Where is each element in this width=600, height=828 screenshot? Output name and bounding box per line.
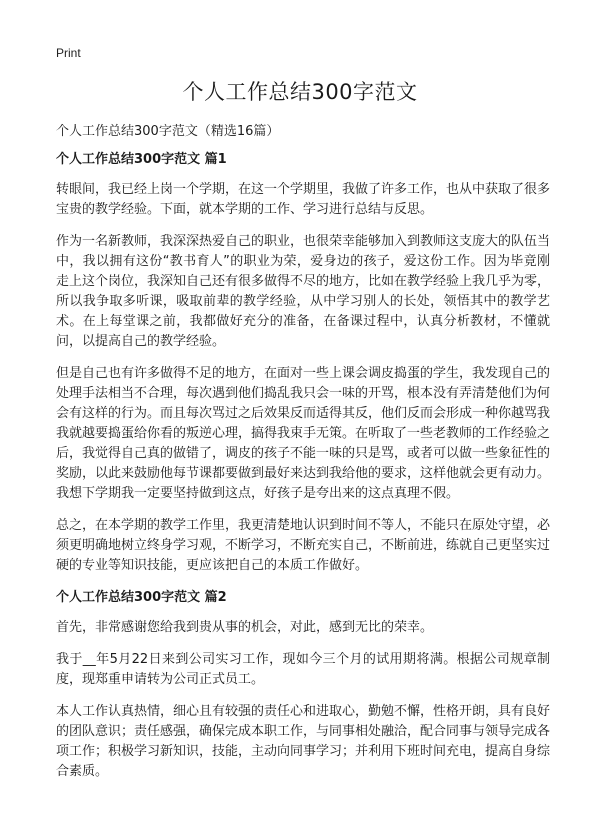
paragraph: 转眼间，我已经上岗一个学期，在这一个学期里，我做了许多工作，也从中获取了很多宝贵的教学经验。下面，就本学期的工作、学习进行总结与反思。 [56, 182, 551, 217]
article-body [56, 150, 550, 794]
paragraph: 我于__年5月22日来到公司实习工作，现如今三个月的试用期将满。根据公司规章制度，现郑重申请转为公司正式员工。 [56, 652, 550, 687]
section-heading: 个人工作总结300字范文 篇2 [56, 590, 227, 605]
page-title: 个人工作总结300字范文 [182, 80, 418, 104]
paragraph: 首先，非常感谢您给我到贵从事的机会，对此，感到无比的荣幸。 [56, 620, 434, 635]
page-subtitle: 个人工作总结300字范文（精选16篇） [56, 124, 280, 139]
paragraph: 总之，在本学期的教学工作里，我更清楚地认识到时间不等人，不能只在原处守望，必须更明确地树立终身学习观，不断学习，不断充实自己，不断前进，练就自己更坚实过硬的专业等知识技能，更应该把自己的本质工作做好。 [56, 518, 551, 573]
paragraph: 但是自己也有许多做得不足的地方，在面对一些上课会调皮捣蛋的学生，我发现自己的处理手法相当不合理，每次遇到他们捣乱我只会一味的开骂，根本没有弄清楚他们为何会有这样的行为。而且每次骂过之后效果反而适得其反，他们反而会形成一种你越骂我我就越要捣蛋给你看的叛逆心理，搞得我束手无策。在听取了一些老教师的工作经验之后，我觉得自己真的做错了，调皮的孩子不能一味的只是骂，或者可以做一些象征性的奖励，以此来鼓励他每节课都要做到最好来达到我给他的要求，这样他就会更有动力。我想下学期我一定要坚持做到这点，好孩子是夸出来的这点真理不假。 [56, 366, 551, 501]
paragraph: 作为一名新教师，我深深热爱自己的职业，也很荣幸能够加入到教师这支庞大的队伍当中，我以拥有这份“教书育人”的职业为荣，爱身边的孩子，爱这份工作。因为毕竟刚走上这个岗位，我深知自己还有很多做得不尽的地方，比如在教学经验上我几乎为零，所以我争取多听课，吸取前辈的教学经验，从中学习别人的长处，领悟其中的教学艺术。在上每堂课之前，我都做好充分的准备，在备课过程中，认真分析教材，不懂就问，以提高自己的教学经验。 [56, 234, 551, 349]
paragraph: 本人工作认真热情，细心且有较强的责任心和进取心，勤勉不懈，性格开朗，具有良好的团队意识；责任感强，确保完成本职工作，与同事相处融洽，配合同事与领导完成各项工作；积极学习新知识，技能，主动向同事学习；并利用下班时间充电，提高自身综合素质。 [56, 704, 551, 779]
print-label[interactable]: Print [56, 46, 81, 60]
section-2 [56, 588, 550, 782]
section-heading: 个人工作总结300字范文 篇1 [56, 152, 227, 167]
section-1 [56, 150, 550, 576]
